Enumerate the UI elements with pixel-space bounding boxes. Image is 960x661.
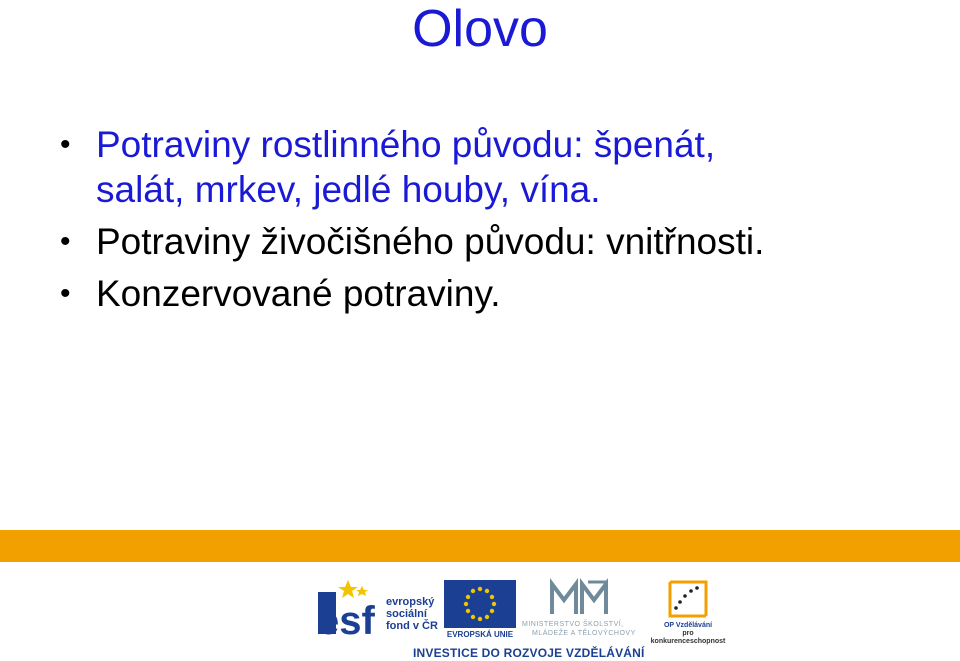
msmt-mark-icon (548, 578, 618, 618)
bullet-text-line1: Potraviny rostlinného původu: špenát, (96, 124, 716, 165)
investice-tagline: INVESTICE DO ROZVOJE VZDĚLÁVÁNÍ (413, 646, 645, 660)
bullet-dot-icon: • (60, 225, 71, 258)
bullet-list (58, 122, 938, 323)
bullet-text: Potraviny živočišného původu: vnitřnosti. (96, 221, 765, 262)
eu-caption: EVROPSKÁ UNIE (446, 630, 514, 639)
bullet-text: Konzervované potraviny. (96, 273, 501, 314)
bullet-item-canned-foods (58, 271, 938, 316)
esf-mark-icon (318, 578, 384, 640)
slide-title: Olovo (412, 0, 548, 58)
esf-caption: evropský sociální fond v ČR (386, 596, 438, 632)
bullet-dot-icon: • (60, 128, 71, 161)
eu-logo (444, 580, 516, 642)
msmt-logo (522, 578, 642, 642)
bullet-dot-icon: • (60, 277, 71, 310)
bullet-item-plant-foods (58, 122, 938, 212)
op-vk-logo (648, 578, 728, 645)
eu-flag-icon (444, 580, 516, 628)
esf-mark-text: esf (318, 599, 375, 640)
msmt-caption: MINISTERSTVO ŠKOLSTVÍ, MLÁDEŽE A TĚLOVÝCHOVY (522, 621, 636, 637)
bullet-text-line2: salát, mrkev, jedlé houby, vína. (96, 169, 601, 210)
op-vk-mark-icon (662, 578, 714, 620)
op-vk-caption: OP Vzdělávání pro konkurenceschopnost (650, 622, 726, 645)
bullet-item-animal-foods (58, 219, 938, 264)
footer-band (0, 530, 960, 562)
esf-logo (318, 578, 438, 642)
